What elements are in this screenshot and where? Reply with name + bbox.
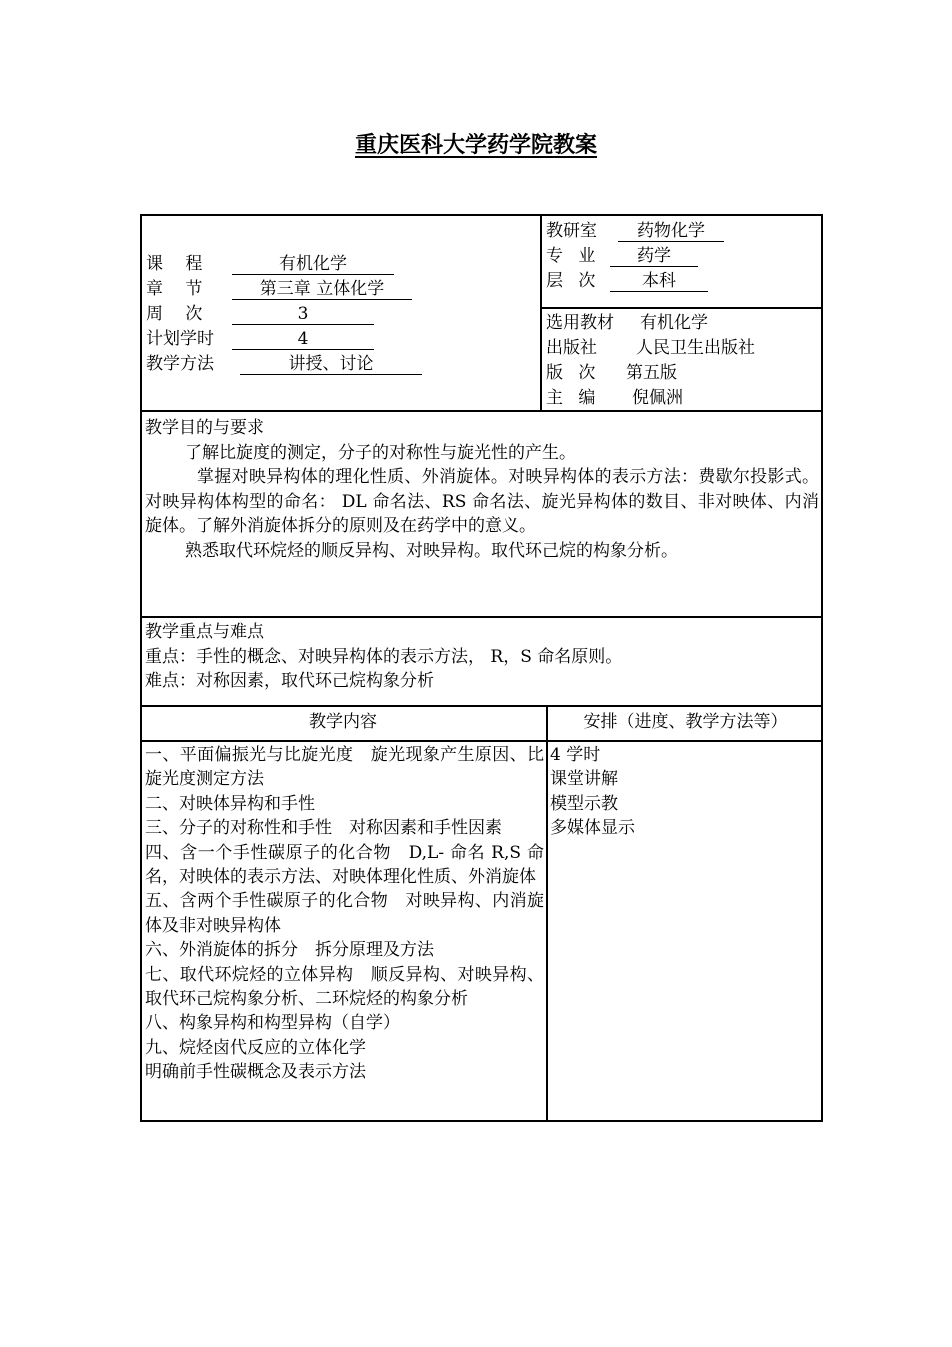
key-points-heading: 教学重点与难点 bbox=[145, 622, 264, 642]
edition-label: 版 次 bbox=[546, 363, 596, 383]
level-label: 层 次 bbox=[546, 271, 596, 291]
publisher-label: 出版社 bbox=[546, 338, 597, 358]
major-label: 专 业 bbox=[546, 246, 596, 266]
list-item: 课堂讲解 bbox=[550, 769, 618, 790]
office-label: 教研室 bbox=[546, 221, 597, 241]
method-value: 讲授、讨论 bbox=[240, 352, 422, 375]
editor-row bbox=[546, 386, 816, 411]
chapter-label: 章 节 bbox=[146, 279, 203, 299]
week-label: 周 次 bbox=[146, 304, 203, 324]
objectives-p1: 了解比旋度的测定，分子的对称性与旋光性的产生。 bbox=[185, 442, 576, 463]
list-item: 模型示教 bbox=[550, 793, 618, 814]
method-label: 教学方法 bbox=[146, 354, 214, 374]
textbook-row bbox=[546, 311, 816, 336]
key-points-focus: 重点：手性的概念、对映异构体的表示方法， R，S 命名原则。 bbox=[145, 646, 623, 667]
divider bbox=[140, 616, 823, 618]
divider bbox=[540, 214, 542, 412]
list-item: 八、构象异构和构型异构（自学） bbox=[145, 1013, 400, 1034]
hours-label: 计划学时 bbox=[146, 329, 214, 349]
textbook-value: 有机化学 bbox=[640, 313, 708, 333]
objectives-heading: 教学目的与要求 bbox=[145, 418, 264, 438]
list-item: 三、分子的对称性和手性 对称因素和手性因素 bbox=[145, 818, 502, 839]
objectives-section bbox=[145, 416, 819, 564]
chapter-value: 第三章 立体化学 bbox=[232, 277, 412, 300]
level-row bbox=[546, 269, 816, 294]
key-points-difficulty: 难点：对称因素，取代环己烷构象分析 bbox=[145, 671, 434, 692]
course-value: 有机化学 bbox=[232, 252, 394, 275]
divider bbox=[140, 740, 823, 742]
lesson-plan-table bbox=[140, 214, 823, 1120]
list-item: 七、取代环烷烃的立体异构 顺反异构、对映异构、取代环己烷构象分析、二环烷烃的构象分析 bbox=[145, 964, 544, 1010]
office-row bbox=[546, 219, 816, 244]
edition-value: 第五版 bbox=[626, 363, 677, 383]
week-value: 3 bbox=[232, 302, 374, 325]
major-value: 药学 bbox=[610, 244, 698, 267]
chapter-row bbox=[146, 277, 536, 302]
list-item: 四、含一个手性碳原子的化合物 D,L- 命名 R,S 命名，对映体的表示方法、对映体理化性质、外消旋体 bbox=[145, 842, 544, 888]
hours-value: 4 bbox=[232, 327, 374, 350]
level-value: 本科 bbox=[610, 269, 708, 292]
list-item: 五、含两个手性碳原子的化合物 对映异构、内消旋体及非对映异构体 bbox=[145, 891, 544, 936]
key-points-section bbox=[145, 620, 819, 694]
editor-label: 主 编 bbox=[546, 388, 596, 408]
content-list bbox=[145, 743, 544, 1085]
list-item: 二、对映体异构和手性 bbox=[145, 793, 315, 814]
page-title: 重庆医科大学药学院教案 bbox=[354, 133, 597, 158]
content-header: 教学内容 bbox=[309, 712, 377, 732]
edition-row bbox=[546, 361, 816, 386]
course-row bbox=[146, 252, 536, 277]
list-item: 4 学时 bbox=[550, 745, 601, 765]
arrangement-header: 安排（进度、教学方法等） bbox=[583, 712, 788, 732]
list-item: 一、平面偏振光与比旋光度 旋光现象产生原因、比旋光度测定方法 bbox=[145, 745, 544, 790]
method-row bbox=[146, 352, 536, 377]
arrangement-list bbox=[550, 743, 818, 841]
list-item: 九、烷烃卤代反应的立体化学 bbox=[145, 1037, 366, 1058]
list-item: 明确前手性碳概念及表示方法 bbox=[145, 1062, 366, 1083]
divider bbox=[546, 705, 548, 1122]
textbook-label: 选用教材 bbox=[546, 313, 614, 333]
divider bbox=[140, 705, 823, 707]
editor-value: 倪佩洲 bbox=[632, 388, 683, 408]
publisher-row bbox=[546, 336, 816, 361]
objectives-p3: 熟悉取代环烷烃的顺反异构、对映异构。取代环己烷的构象分析。 bbox=[185, 540, 678, 561]
divider bbox=[540, 307, 823, 309]
list-item: 六、外消旋体的拆分 拆分原理及方法 bbox=[145, 940, 434, 961]
major-row bbox=[546, 244, 816, 269]
objectives-p2: 掌握对映异构体的理化性质、外消旋体。对映异构体的表示方法：费歇尔投影式。对映异构体构型的命名： DL 命名法、RS 命名法、旋光异构体的数目、非对映体、内消旋体。了解外消旋体拆分的原则及在药学中的意义。 bbox=[145, 467, 819, 537]
office-value: 药物化学 bbox=[618, 219, 724, 242]
hours-row bbox=[146, 327, 536, 352]
list-item: 多媒体显示 bbox=[550, 818, 635, 839]
course-label: 课 程 bbox=[146, 254, 203, 274]
week-row bbox=[146, 302, 536, 327]
publisher-value: 人民卫生出版社 bbox=[636, 338, 755, 358]
